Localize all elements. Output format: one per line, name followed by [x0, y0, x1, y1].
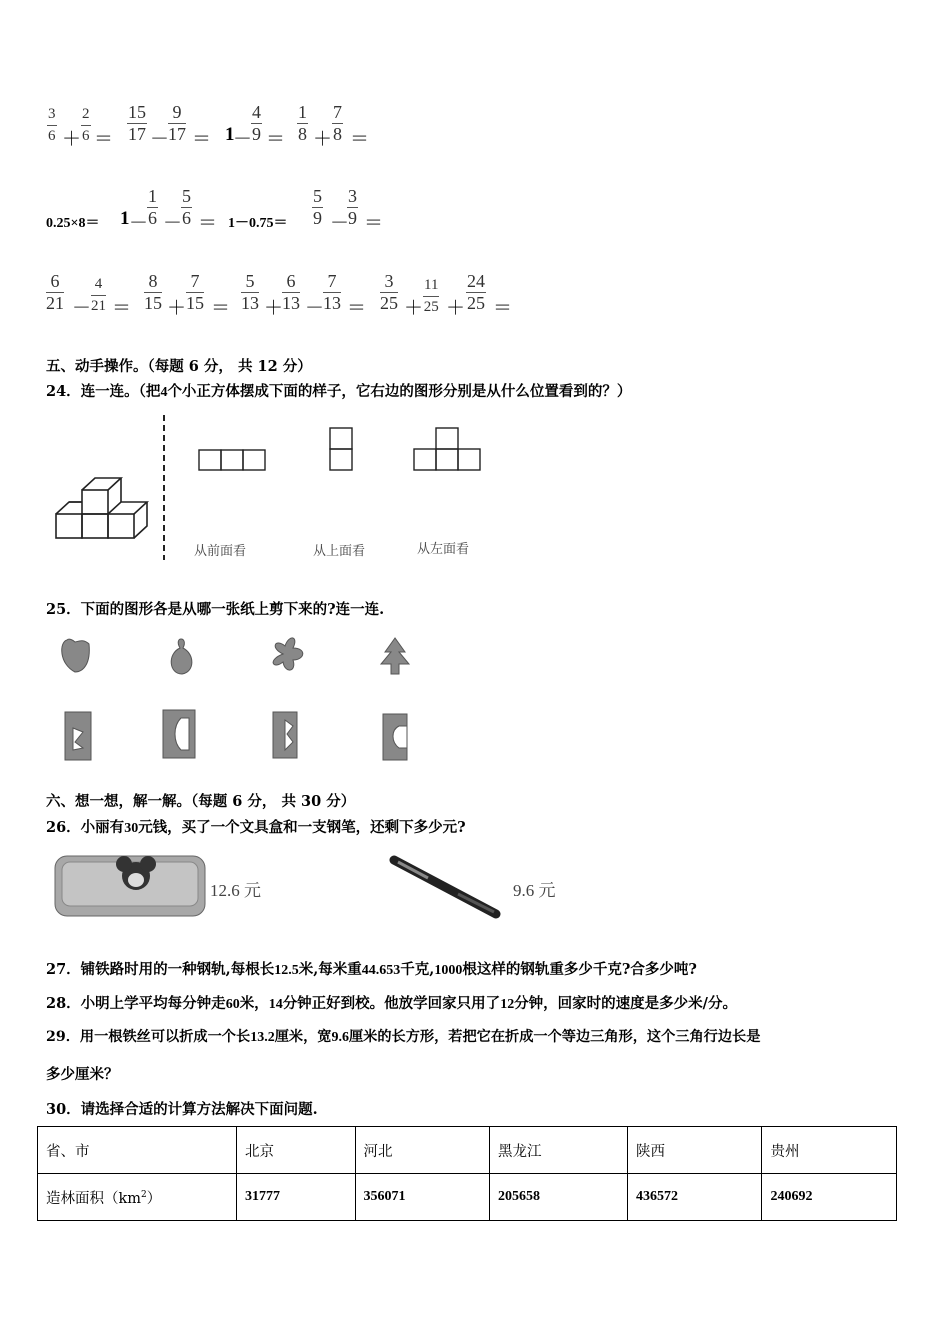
left-view-shape: [414, 428, 480, 470]
paper-1: [65, 712, 91, 760]
gourd-shape: [171, 639, 192, 674]
cube-stack-drawing: [56, 478, 147, 538]
label-left-view: 从左面看: [417, 542, 470, 557]
table-header-cell: 北京: [237, 1127, 356, 1174]
fraction: $\frac{5}{6}$: [182, 186, 191, 228]
fraction: $\frac{3}{9}$: [348, 186, 357, 228]
fraction: $\frac{6}{13}$: [282, 271, 300, 313]
fraction: $\frac{11}{25}$: [423, 277, 439, 315]
paper-3: [273, 712, 297, 758]
table-row: [38, 1174, 897, 1221]
equals-sign: ＝: [266, 129, 286, 150]
table-row-label: 造林面积$(km^2)$: [38, 1174, 237, 1221]
fraction: $\frac{4}{21}$: [91, 276, 106, 314]
equals-sign: ＝: [211, 298, 231, 319]
afforestation-table: [37, 1126, 897, 1221]
label-top-view: 从上面看: [313, 544, 366, 559]
plus-sign: ＋: [264, 298, 284, 319]
equals-sign: ＝: [364, 213, 384, 234]
minus-sign: －: [233, 129, 253, 150]
question-29-line2: 多少厘米？: [46, 1066, 119, 1083]
equals-sign: ＝: [198, 213, 218, 234]
tree-shape: [381, 638, 409, 674]
section-title: 五、动手操作。（每题 6 分， 共 12 分）: [46, 358, 312, 375]
table-header-row: [38, 1127, 897, 1174]
plus-sign: ＋: [446, 298, 466, 319]
plus-sign: ＋: [313, 129, 333, 150]
table-cell: 240692: [762, 1174, 897, 1221]
apple-shape: [62, 639, 90, 672]
fraction: $\frac{1}{8}$: [298, 102, 307, 144]
fraction: $\frac{15}{17}$: [128, 102, 146, 144]
fraction: $\frac{1}{6}$: [148, 186, 157, 228]
question-27: 27．铺铁路时用的一种钢轨,每根长12.5米,每米重44.653千克,1000根这样的钢轨重多少千克?合多少吨?: [46, 961, 697, 978]
pen-price: 9.6 元: [513, 881, 556, 900]
minus-sign: －: [163, 213, 183, 234]
equals-sign: ＝: [94, 129, 114, 150]
fraction: $\frac{3}{25}$: [380, 271, 398, 313]
fraction: $\frac{4}{9}$: [252, 102, 261, 144]
fraction: $\frac{7}{13}$: [323, 271, 341, 313]
table-cell: 205658: [490, 1174, 628, 1221]
pencil-box-price: 12.6 元: [210, 881, 261, 900]
minus-sign: －: [305, 298, 325, 319]
fraction: $\frac{3}{6}$: [48, 106, 56, 144]
fraction: $\frac{24}{25}$: [467, 271, 485, 313]
fraction: $\frac{7}{8}$: [333, 102, 342, 144]
label-front-view: 从前面看: [194, 544, 247, 559]
equals-sign: ＝: [350, 129, 370, 150]
paper-2: [163, 710, 195, 758]
plus-sign: ＋: [62, 129, 82, 150]
minus-sign: －: [129, 213, 149, 234]
paper-cuts-figure: [55, 630, 435, 770]
fraction: $\frac{6}{21}$: [46, 271, 64, 313]
paper-4: [383, 714, 407, 760]
question-30: 30．请选择合适的计算方法解决下面问题.: [46, 1101, 318, 1118]
number-one: 1: [120, 208, 130, 229]
table-header-cell: 河北: [355, 1127, 490, 1174]
expression: 0.25×8＝: [46, 216, 100, 231]
section-title: 六、想一想，解一解。（每题 6 分， 共 30 分）: [46, 793, 356, 810]
table-header-cell: 省、市: [38, 1127, 237, 1174]
equals-sign: ＝: [192, 129, 212, 150]
plus-sign: ＋: [404, 298, 424, 319]
pencil-box-image: [52, 850, 212, 920]
equals-sign: ＝: [493, 298, 513, 319]
minus-sign: －: [330, 213, 350, 234]
table-cell: 356071: [355, 1174, 490, 1221]
table-cell: 436572: [627, 1174, 762, 1221]
minus-sign: －: [72, 298, 92, 319]
question-29: 29．用一根铁丝可以折成一个长13.2厘米，宽9.6厘米的长方形，若把它在折成一个等边三角形，这个三角行边长是: [46, 1029, 761, 1045]
fraction: $\frac{9}{17}$: [168, 102, 186, 144]
table-header-cell: 黑龙江: [490, 1127, 628, 1174]
leaf-shape: [273, 638, 303, 670]
question-28: 28．小明上学平均每分钟走60米，14分钟正好到校。他放学回家只用了12分钟，回家时的速度是多少米/分。: [46, 995, 737, 1012]
equals-sign: ＝: [112, 298, 132, 319]
top-view-shape: [330, 428, 352, 470]
fraction: $\frac{5}{9}$: [313, 186, 322, 228]
front-view-shape: [199, 450, 265, 470]
fraction: $\frac{2}{6}$: [82, 106, 90, 144]
table-header-cell: 陕西: [627, 1127, 762, 1174]
table-header-cell: 贵州: [762, 1127, 897, 1174]
fraction: $\frac{8}{15}$: [144, 271, 162, 313]
pen-image: [388, 852, 508, 922]
question-26: 26．小丽有30元钱，买了一个文具盒和一支钢笔，还剩下多少元?: [46, 819, 466, 836]
equals-sign: ＝: [347, 298, 367, 319]
table-cell: 31777: [237, 1174, 356, 1221]
fraction: $\frac{7}{15}$: [186, 271, 204, 313]
fraction: $\frac{5}{13}$: [241, 271, 259, 313]
number-one: 1: [225, 124, 235, 145]
question-25: 25．下面的图形各是从哪一张纸上剪下来的?连一连.: [46, 601, 385, 618]
plus-sign: ＋: [167, 298, 187, 319]
minus-sign: －: [150, 129, 170, 150]
expression: 1－0.75＝: [228, 216, 288, 231]
question-24: 24．连一连。（把4个小正方体摆成下面的样子，它右边的图形分别是从什么位置看到的？）: [46, 383, 632, 400]
